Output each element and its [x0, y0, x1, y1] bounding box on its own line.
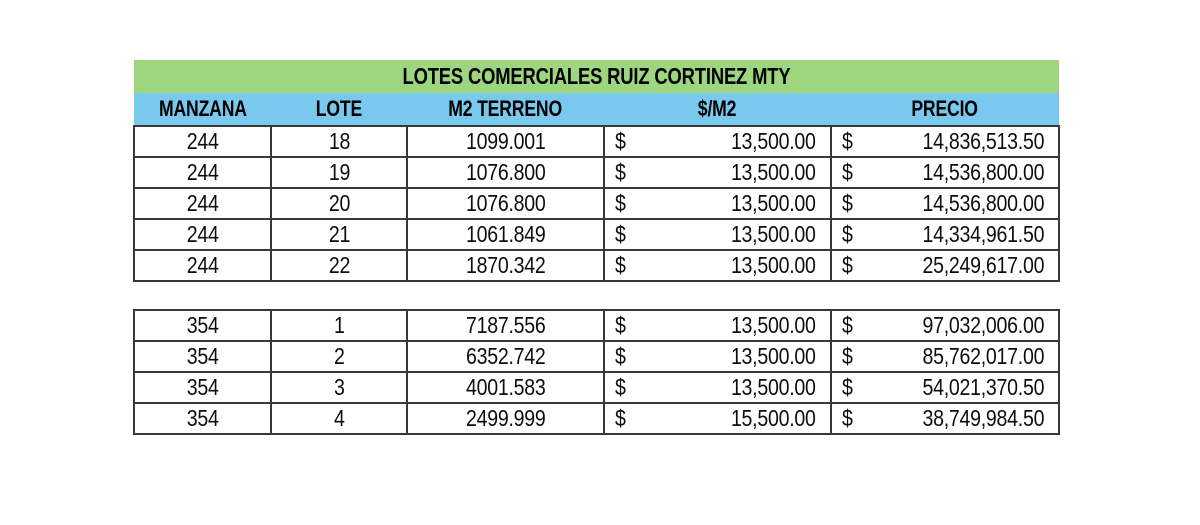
cell-precio[interactable]: $ 25,249,617.00 — [831, 250, 1059, 281]
cell-m2-terreno[interactable]: 1099.001 — [407, 126, 604, 157]
table-row — [134, 372, 1059, 403]
cell-precio-m2[interactable]: $ 13,500.00 — [604, 310, 831, 341]
cell-m2-terreno[interactable]: 2499.999 — [407, 403, 604, 434]
cell-precio-m2[interactable]: $ 13,500.00 — [604, 372, 831, 403]
currency-symbol: $ — [842, 312, 853, 338]
currency-symbol: $ — [842, 159, 853, 185]
currency-symbol: $ — [842, 252, 853, 278]
cell-m2-terreno[interactable]: 7187.556 — [407, 310, 604, 341]
cell-lote[interactable]: 19 — [271, 157, 407, 188]
currency-symbol: $ — [615, 405, 626, 431]
cell-lote[interactable]: 22 — [271, 250, 407, 281]
cell-lote[interactable]: 18 — [271, 126, 407, 157]
cell-manzana[interactable]: 244 — [134, 250, 271, 281]
currency-symbol: $ — [615, 190, 626, 216]
currency-symbol: $ — [842, 405, 853, 431]
cell-m2-terreno[interactable]: 4001.583 — [407, 372, 604, 403]
cell-lote[interactable]: 1 — [271, 310, 407, 341]
column-header-lote[interactable]: LOTE — [271, 93, 407, 126]
cell-manzana[interactable]: 244 — [134, 157, 271, 188]
table-row — [134, 188, 1059, 219]
currency-symbol: $ — [842, 190, 853, 216]
cell-m2-terreno[interactable]: 6352.742 — [407, 341, 604, 372]
currency-symbol: $ — [615, 221, 626, 247]
column-header-precio[interactable]: PRECIO — [831, 93, 1059, 126]
cell-manzana[interactable]: 354 — [134, 341, 271, 372]
currency-symbol: $ — [615, 128, 626, 154]
cell-lote[interactable]: 2 — [271, 341, 407, 372]
table-row — [134, 126, 1059, 157]
spacer-row — [134, 281, 1059, 310]
table-row — [134, 310, 1059, 341]
currency-symbol: $ — [615, 159, 626, 185]
cell-precio[interactable]: $ 14,536,800.00 — [831, 188, 1059, 219]
cell-lote[interactable]: 21 — [271, 219, 407, 250]
cell-m2-terreno[interactable]: 1061.849 — [407, 219, 604, 250]
cell-lote[interactable]: 20 — [271, 188, 407, 219]
table-row — [134, 219, 1059, 250]
cell-lote[interactable]: 3 — [271, 372, 407, 403]
block-manzana-244 — [134, 126, 1059, 281]
column-header-m2-terreno[interactable]: M2 TERRENO — [407, 93, 604, 126]
lotes-table-container — [133, 60, 1058, 435]
cell-precio-m2[interactable]: $ 13,500.00 — [604, 250, 831, 281]
cell-m2-terreno[interactable]: 1076.800 — [407, 157, 604, 188]
lotes-table — [133, 60, 1060, 435]
cell-precio[interactable]: $ 14,836,513.50 — [831, 126, 1059, 157]
cell-precio[interactable]: $ 38,749,984.50 — [831, 403, 1059, 434]
cell-m2-terreno[interactable]: 1076.800 — [407, 188, 604, 219]
cell-precio-m2[interactable]: $ 15,500.00 — [604, 403, 831, 434]
cell-precio-m2[interactable]: $ 13,500.00 — [604, 157, 831, 188]
column-header-precio-m2[interactable]: $/M2 — [604, 93, 831, 126]
cell-precio-m2[interactable]: $ 13,500.00 — [604, 219, 831, 250]
title-row — [134, 60, 1059, 93]
currency-symbol: $ — [842, 343, 853, 369]
table-row — [134, 403, 1059, 434]
table-title: LOTES COMERCIALES RUIZ CORTINEZ MTY — [402, 63, 791, 89]
table-title-cell[interactable] — [134, 60, 1059, 93]
currency-symbol: $ — [842, 221, 853, 247]
blank-separator — [134, 281, 1059, 310]
spacer-cell — [134, 281, 1059, 310]
cell-manzana[interactable]: 244 — [134, 188, 271, 219]
currency-symbol: $ — [842, 374, 853, 400]
cell-manzana[interactable]: 354 — [134, 310, 271, 341]
column-header-row — [134, 93, 1059, 126]
currency-symbol: $ — [842, 128, 853, 154]
block-manzana-354 — [134, 310, 1059, 434]
table-row — [134, 250, 1059, 281]
currency-symbol: $ — [615, 343, 626, 369]
cell-precio[interactable]: $ 14,334,961.50 — [831, 219, 1059, 250]
cell-m2-terreno[interactable]: 1870.342 — [407, 250, 604, 281]
cell-precio[interactable]: $ 54,021,370.50 — [831, 372, 1059, 403]
column-header-manzana[interactable]: MANZANA — [134, 93, 271, 126]
cell-manzana[interactable]: 244 — [134, 126, 271, 157]
cell-precio-m2[interactable]: $ 13,500.00 — [604, 341, 831, 372]
table-row — [134, 341, 1059, 372]
cell-precio-m2[interactable]: $ 13,500.00 — [604, 188, 831, 219]
cell-lote[interactable]: 4 — [271, 403, 407, 434]
cell-manzana[interactable]: 354 — [134, 372, 271, 403]
currency-symbol: $ — [615, 252, 626, 278]
cell-precio[interactable]: $ 97,032,006.00 — [831, 310, 1059, 341]
cell-precio[interactable]: $ 14,536,800.00 — [831, 157, 1059, 188]
currency-symbol: $ — [615, 312, 626, 338]
cell-precio[interactable]: $ 85,762,017.00 — [831, 341, 1059, 372]
cell-manzana[interactable]: 244 — [134, 219, 271, 250]
currency-symbol: $ — [615, 374, 626, 400]
cell-manzana[interactable]: 354 — [134, 403, 271, 434]
cell-precio-m2[interactable]: $ 13,500.00 — [604, 126, 831, 157]
table-row — [134, 157, 1059, 188]
